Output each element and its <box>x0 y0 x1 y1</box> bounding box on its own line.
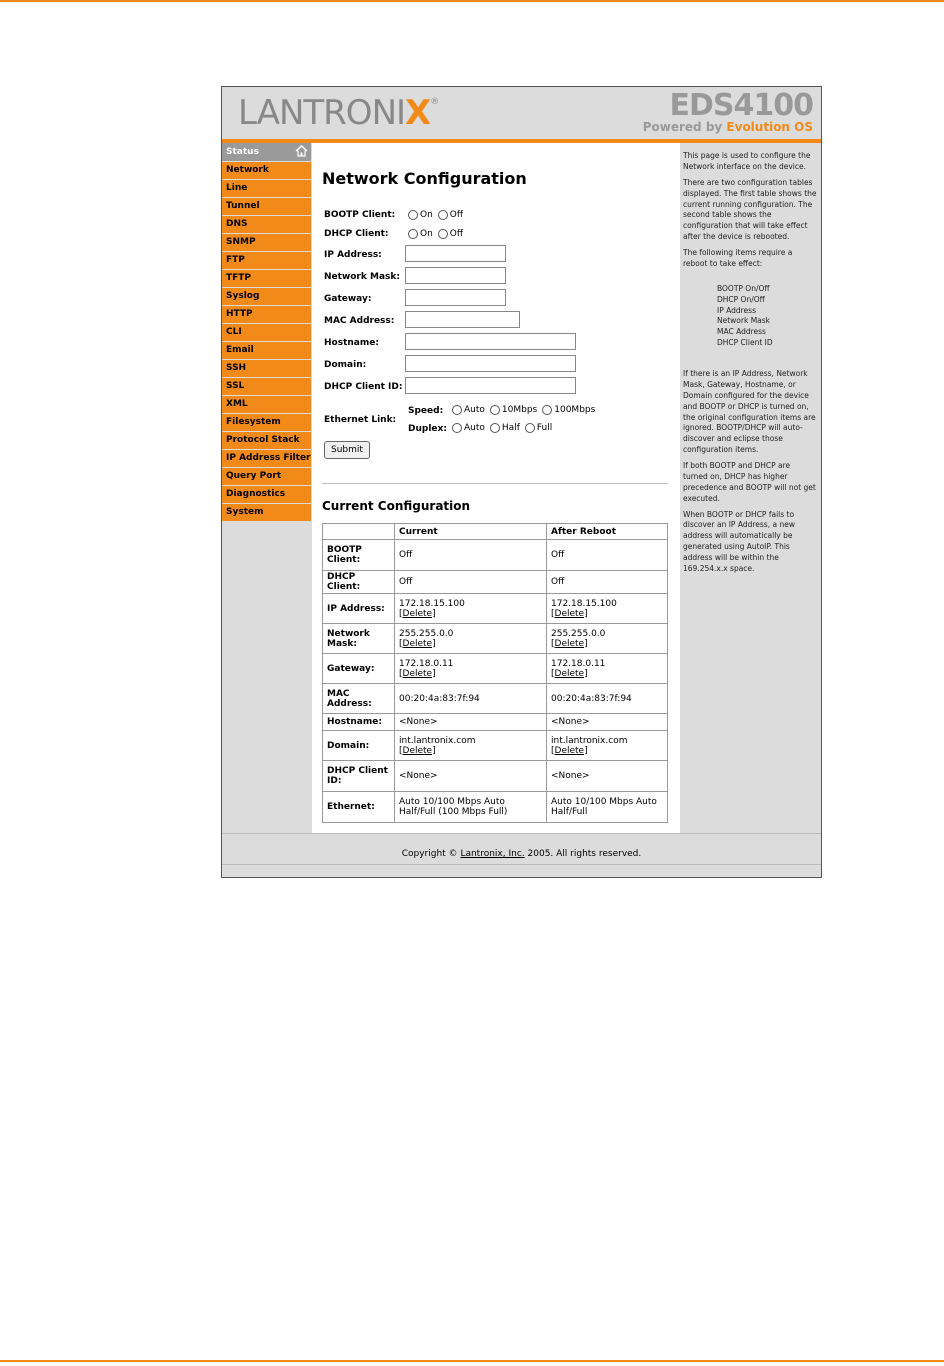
sidebar-item-filesystem[interactable]: Filesystem <box>222 414 311 431</box>
sidebar-item-snmp[interactable]: SNMP <box>222 234 311 251</box>
speed-radio-group: Auto 10Mbps 100Mbps <box>452 405 600 415</box>
help-text: There are two configuration tables displayed. The first table shows the current running configuration. The second table shows the configuration that will take effect after the device is rebooted. <box>683 177 817 242</box>
duplex-half-radio[interactable] <box>490 423 500 433</box>
after-reboot-value: int.lantronix.com <box>551 735 628 746</box>
bootp-label: BOOTP Client: <box>324 210 396 220</box>
home-icon[interactable] <box>295 145 308 157</box>
sidebar-item-dns[interactable]: DNS <box>222 216 311 233</box>
sidebar-item-ftp[interactable]: FTP <box>222 252 311 269</box>
after-reboot-value: 172.18.0.11 <box>551 658 606 669</box>
gateway-input[interactable] <box>405 289 506 306</box>
dhcp-label: DHCP Client: <box>324 229 389 239</box>
duplex-auto-radio[interactable] <box>452 423 462 433</box>
sidebar-item-tftp[interactable]: TFTP <box>222 270 311 287</box>
sidebar-item-ssh[interactable]: SSH <box>222 360 311 377</box>
table-row <box>323 792 668 823</box>
sidebar-item-tunnel[interactable]: Tunnel <box>222 198 311 215</box>
sidebar-item-protocol-stack[interactable]: Protocol Stack <box>222 432 311 449</box>
lantronix-logo: LANTRONIX® <box>238 93 439 133</box>
table-row <box>323 731 668 761</box>
duplex-radio-group: Auto Half Full <box>452 423 557 433</box>
sidebar-item-syslog[interactable]: Syslog <box>222 288 311 305</box>
list-item: IP Address <box>717 305 756 315</box>
sidebar-item-network[interactable]: Network <box>222 162 311 179</box>
current-value: Off <box>395 571 547 594</box>
footer <box>222 833 821 877</box>
dhcp-off-radio[interactable] <box>438 229 448 239</box>
current-value: int.lantronix.com <box>399 735 476 746</box>
current-value: 172.18.0.11 <box>399 658 454 669</box>
after-reboot-value: 00:20:4a:83:7f:94 <box>547 684 668 714</box>
hostname-input[interactable] <box>405 333 576 350</box>
dhcp-client-id-label: DHCP Client ID: <box>324 382 403 392</box>
speed-auto-radio[interactable] <box>452 405 462 415</box>
speed-label: Speed: <box>408 406 444 416</box>
sidebar-item-http[interactable]: HTTP <box>222 306 311 323</box>
help-text: This page is used to configure the Network interface on the device. <box>683 151 811 171</box>
bootp-on-radio[interactable] <box>408 210 418 220</box>
current-value: <None> <box>395 714 547 731</box>
table-row <box>323 571 668 594</box>
sidebar-item-email[interactable]: Email <box>222 342 311 359</box>
ip-address-input[interactable] <box>405 245 506 262</box>
dhcp-client-id-input[interactable] <box>405 377 576 394</box>
lantronix-link[interactable]: Lantronix, Inc. <box>460 849 525 859</box>
sidebar-item-cli[interactable]: CLI <box>222 324 311 341</box>
dhcp-radio-group: On Off <box>408 229 468 239</box>
after-reboot-value: Off <box>547 571 668 594</box>
current-value: 00:20:4a:83:7f:94 <box>395 684 547 714</box>
list-item: BOOTP On/Off <box>717 283 770 293</box>
table-row <box>323 654 668 684</box>
current-value: Off <box>395 540 547 571</box>
duplex-full-radio[interactable] <box>525 423 535 433</box>
sidebar-item-line[interactable]: Line <box>222 180 311 197</box>
table-row <box>323 624 668 654</box>
gateway-label: Gateway: <box>324 294 372 304</box>
row-label: Domain: <box>323 731 395 761</box>
row-label: IP Address: <box>323 594 395 624</box>
sidebar-item-diagnostics[interactable]: Diagnostics <box>222 486 311 503</box>
row-label: DHCP Client: <box>323 571 395 594</box>
sidebar-item-xml[interactable]: XML <box>222 396 311 413</box>
footer-bar <box>222 864 821 865</box>
column-after-reboot: After Reboot <box>547 524 668 540</box>
table-row <box>323 684 668 714</box>
current-config-title: Current Configuration <box>322 499 471 513</box>
help-panel <box>681 143 821 833</box>
after-reboot-value: 255.255.0.0 <box>551 628 606 639</box>
delete-link[interactable]: [Delete] <box>551 668 588 679</box>
delete-link[interactable]: [Delete] <box>399 608 436 619</box>
sidebar-item-ssl[interactable]: SSL <box>222 378 311 395</box>
sidebar-item-ip-address-filter[interactable]: IP Address Filter <box>222 450 311 467</box>
speed-10mbps-radio[interactable] <box>490 405 500 415</box>
help-text: If there is an IP Address, Network Mask, Gateway, Hostname, or Domain configured for the device and BOOTP or DHCP is turned on, the original configuration items are ignored. BOOTP/DHCP will auto-discover and eclipse those configuration items. <box>683 369 816 455</box>
network-mask-label: Network Mask: <box>324 272 400 282</box>
current-value: 172.18.15.100 <box>399 598 465 609</box>
help-text: When BOOTP or DHCP fails to discover an IP Address, a new address will automatically be generated using AutoIP. This address will be within the 169.254.x.x space. <box>683 509 795 573</box>
bootp-off-radio[interactable] <box>438 210 448 220</box>
column-current: Current <box>395 524 547 540</box>
row-label: BOOTP Client: <box>323 540 395 571</box>
table-header-row <box>323 524 668 540</box>
section-divider <box>322 483 668 484</box>
row-label: MAC Address: <box>323 684 395 714</box>
bootp-radio-group: On Off <box>408 210 468 220</box>
copyright-text: Copyright © Lantronix, Inc. 2005. All rights reserved. <box>401 849 642 859</box>
list-item: Network Mask <box>717 316 771 326</box>
delete-link[interactable]: [Delete] <box>551 608 588 619</box>
header <box>222 87 821 139</box>
help-text: The following items require a reboot to take effect: <box>683 248 793 268</box>
after-reboot-value: Auto 10/100 Mbps Auto Half/Full <box>547 792 668 823</box>
submit-button[interactable]: Submit <box>324 441 370 459</box>
main-content <box>312 143 680 833</box>
table-row <box>323 594 668 624</box>
hostname-label: Hostname: <box>324 338 379 348</box>
domain-input[interactable] <box>405 355 576 372</box>
list-item: DHCP Client ID <box>717 338 773 348</box>
row-label: Hostname: <box>323 714 395 731</box>
network-mask-input[interactable] <box>405 267 506 284</box>
mac-address-input[interactable] <box>405 311 520 328</box>
mac-address-label: MAC Address: <box>324 316 395 326</box>
delete-link[interactable]: [Delete] <box>399 668 436 679</box>
page-bottom-rule <box>0 1360 944 1362</box>
speed-100mbps-radio[interactable] <box>542 405 552 415</box>
dhcp-on-radio[interactable] <box>408 229 418 239</box>
product-name: EDS4100 <box>669 88 813 123</box>
delete-link[interactable]: [Delete] <box>551 745 588 756</box>
duplex-label: Duplex: <box>408 424 447 434</box>
current-value: Auto 10/100 Mbps Auto Half/Full (100 Mbps Full) <box>395 792 547 823</box>
after-reboot-value: 172.18.15.100 <box>551 598 617 609</box>
delete-link[interactable]: [Delete] <box>399 745 436 756</box>
browser-page <box>221 86 822 878</box>
current-config-table <box>322 523 668 823</box>
domain-label: Domain: <box>324 360 367 370</box>
powered-by: Powered by Evolution OS <box>642 120 813 134</box>
ethernet-link-label: Ethernet Link: <box>324 415 397 425</box>
list-item: MAC Address <box>717 327 766 337</box>
delete-link[interactable]: [Delete] <box>551 638 588 649</box>
row-label: Ethernet: <box>323 792 395 823</box>
sidebar-item-status[interactable]: Status <box>222 143 311 161</box>
reboot-items-list <box>683 284 817 349</box>
table-row <box>323 540 668 571</box>
row-label: Gateway: <box>323 654 395 684</box>
delete-link[interactable]: [Delete] <box>399 638 436 649</box>
sidebar <box>222 143 311 833</box>
page-top-rule <box>0 0 944 2</box>
current-value: 255.255.0.0 <box>399 628 454 639</box>
after-reboot-value: <None> <box>547 714 668 731</box>
list-item: DHCP On/Off <box>717 294 765 304</box>
sidebar-item-query-port[interactable]: Query Port <box>222 468 311 485</box>
ip-address-label: IP Address: <box>324 250 382 260</box>
table-row <box>323 714 668 731</box>
current-value: <None> <box>395 761 547 792</box>
table-row <box>323 761 668 792</box>
page-title: Network Configuration <box>322 169 527 188</box>
sidebar-item-system[interactable]: System <box>222 504 311 521</box>
row-label: DHCP Client ID: <box>323 761 395 792</box>
after-reboot-value: Off <box>547 540 668 571</box>
help-text: If both BOOTP and DHCP are turned on, DHCP has higher precedence and BOOTP will not get executed. <box>683 461 816 503</box>
row-label: Network Mask: <box>323 624 395 654</box>
after-reboot-value: <None> <box>547 761 668 792</box>
